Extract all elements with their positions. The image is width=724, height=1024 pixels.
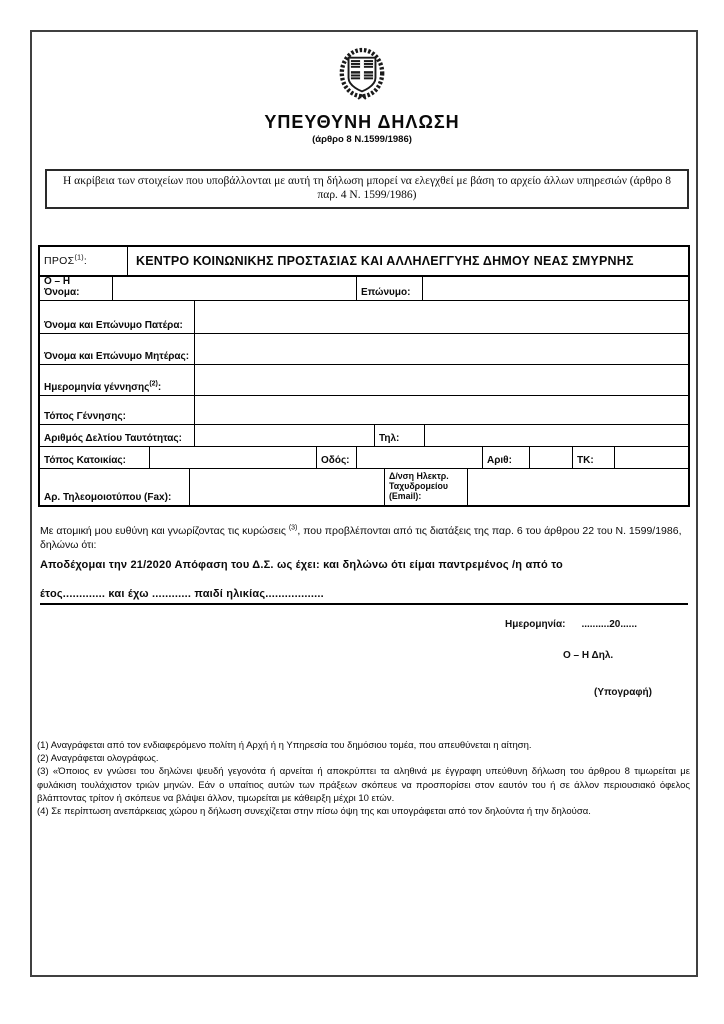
fax-label: Αρ. Τηλεομοιοτύπου (Fax):: [40, 469, 190, 505]
date-label: Ημερομηνία:: [505, 619, 566, 630]
pros-label: ΠΡΟΣ$^{(1)}$:: [40, 247, 128, 275]
email-label: Δ/νση Ηλεκτρ. Ταχυδρομείου (Email):: [385, 469, 468, 505]
residence-label: Τόπος Κατοικίας:: [40, 447, 150, 468]
birthplace-input[interactable]: [195, 396, 688, 424]
page-subtitle: (άρθρο 8 Ν.1599/1986): [312, 134, 412, 145]
table-row-pros: [40, 247, 688, 277]
table-row-father: [40, 301, 688, 334]
footnotes: [37, 739, 690, 818]
given-name-label: Ο – Η Όνομα:: [40, 277, 113, 300]
postal-code-label: ΤΚ:: [573, 447, 615, 468]
tel-input[interactable]: [425, 425, 688, 446]
street-number-input[interactable]: [530, 447, 573, 468]
birthplace-label: Τόπος Γέννησης:: [40, 396, 195, 424]
table-row-residence: [40, 447, 688, 469]
residence-input[interactable]: [150, 447, 317, 468]
surname-label: Επώνυμο:: [357, 277, 423, 300]
greek-emblem-icon: [0, 44, 724, 111]
email-input[interactable]: [468, 469, 688, 505]
father-name-label: Όνομα και Επώνυμο Πατέρα:: [40, 301, 195, 333]
surname-input[interactable]: [423, 277, 688, 300]
footnote-1: (1) Αναγράφεται από τον ενδιαφερόμενο πολίτη ή Αρχή ή η Υπηρεσία του δημόσιου τομέα, που απευθύνεται η αίτηση.: [37, 740, 532, 751]
signature-label: (Υπογραφή): [594, 687, 652, 698]
table-row-birthplace: [40, 396, 688, 425]
declaration-statement-line1: Αποδέχομαι την 21/2020 Απόφαση του Δ.Σ. ως έχει: και δηλώνω ότι είμαι παντρεμένος /η από το: [40, 559, 563, 571]
table-row-birthdate: [40, 365, 688, 396]
table-row-id: [40, 425, 688, 447]
postal-code-input[interactable]: [615, 447, 688, 468]
pros-value: ΚΕΝΤΡΟ ΚΟΙΝΩΝΙΚΗΣ ΠΡΟΣΤΑΣΙΑΣ ΚΑΙ ΑΛΛΗΛΕΓΓΥΗΣ ΔΗΜΟΥ ΝΕΑΣ ΣΜΥΡΝΗΣ: [136, 254, 634, 268]
declaration-section: [40, 524, 688, 605]
mother-name-input[interactable]: [195, 334, 688, 364]
street-number-label: Αριθ:: [483, 447, 530, 468]
table-row-mother: [40, 334, 688, 365]
father-name-input[interactable]: [195, 301, 688, 333]
id-number-input[interactable]: [195, 425, 375, 446]
declarant-label: Ο – Η Δηλ.: [563, 650, 614, 661]
footnote-4: (4) Σε περίπτωση ανεπάρκειας χώρου η δήλωση συνεχίζεται στην πίσω όψη της και υπογράφεται από τον δηλούντα ή την δηλούσα.: [37, 806, 591, 818]
table-row-fax-email: [40, 469, 688, 505]
birthdate-label: Ημερομηνία γέννησης$^{(2)}$:: [40, 365, 195, 395]
date-row: [505, 619, 637, 630]
date-value[interactable]: ..........20......: [581, 619, 638, 630]
fax-input[interactable]: [190, 469, 385, 505]
birthdate-input[interactable]: [195, 365, 688, 395]
declaration-statement-line2: έτος............. και έχω ............ παιδί ηλικίας..................: [40, 588, 688, 605]
declaration-intro: Με ατομική μου ευθύνη και γνωρίζοντας τις κυρώσεις $^{(3)}$, που προβλέπονται από τις διατάξεις της παρ. 6 του άρθρου 22 του Ν. 1599/1986, δηλώνω ότι:: [40, 524, 682, 551]
street-label: Οδός:: [317, 447, 357, 468]
table-row-name: [40, 277, 688, 301]
id-number-label: Αριθμός Δελτίου Ταυτότητας:: [40, 425, 195, 446]
street-input[interactable]: [357, 447, 483, 468]
page-title: ΥΠΕΥΘΥΝΗ ΔΗΛΩΣΗ: [264, 112, 460, 132]
tel-label: Τηλ:: [375, 425, 425, 446]
footnote-2: (2) Αναγράφεται ολογράφως.: [37, 753, 159, 765]
verification-notice: Η ακρίβεια των στοιχείων που υποβάλλονται με αυτή τη δήλωση μπορεί να ελεγχθεί με βάση το αρχείο άλλων υπηρεσιών (άρθρο 8 παρ. 4 Ν. 1599/1986): [45, 169, 689, 209]
given-name-input[interactable]: [113, 277, 357, 300]
personal-data-table: [38, 245, 690, 507]
footnote-3: (3) «Όποιος εν γνώσει του δηλώνει ψευδή γεγονότα ή αρνείται ή αποκρύπτει τα αληθινά με έγγραφη υπεύθυνη δήλωση του άρθρου 8 τιμωρείται με φυλάκιση τουλάχιστον τριών μηνών. Εάν ο υπαίτιος αυτών των πράξεων σκόπευε να προσπορίσει στον εαυτόν του ή σε άλλον περιουσιακό όφελος βλάπτοντας τρίτον ή σκόπευε να βλάψει άλλον, τιμωρείται με κάθειρξη μέχρι 10 ετών.: [37, 766, 690, 804]
mother-name-label: Όνομα και Επώνυμο Μητέρας:: [40, 334, 195, 364]
